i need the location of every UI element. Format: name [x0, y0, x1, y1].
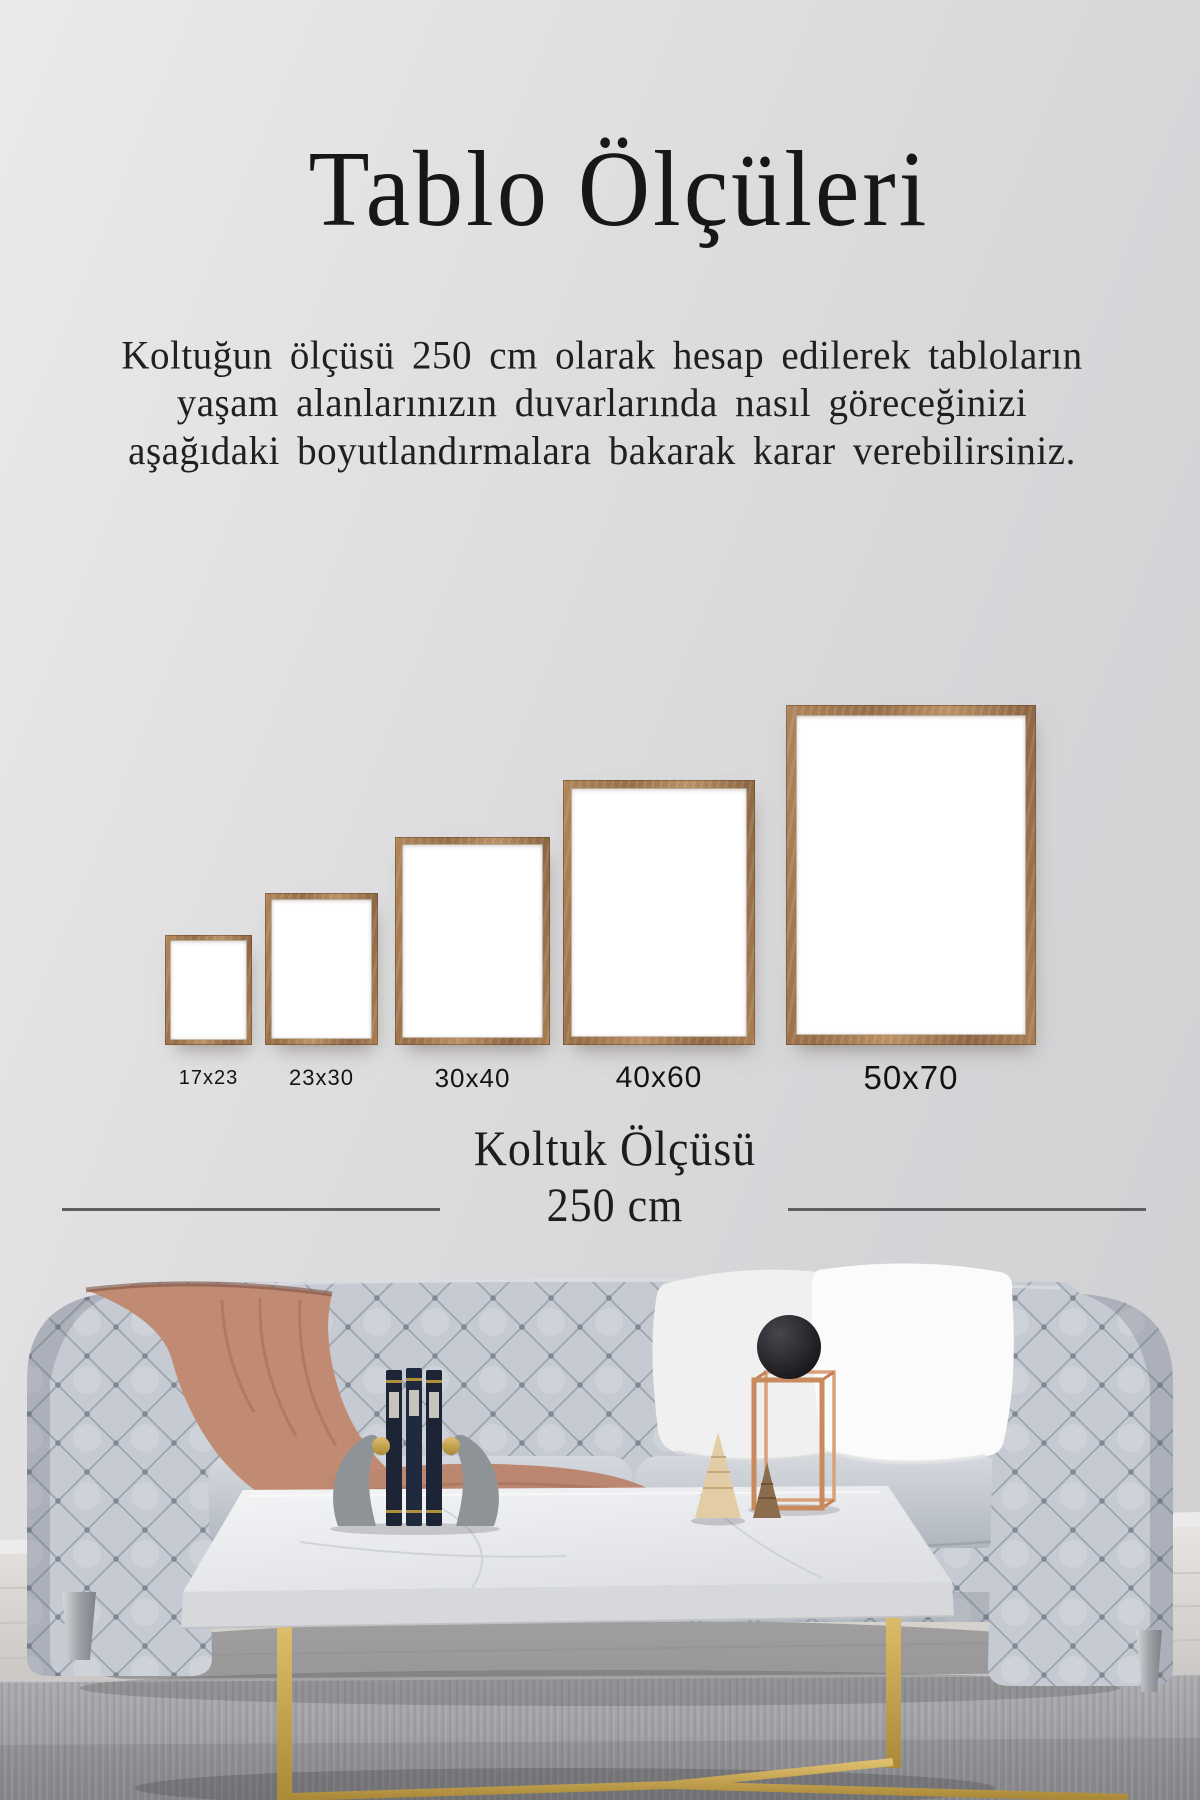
frame-label-23x30: 23x30	[289, 1065, 354, 1090]
intro-line: aşağıdaki boyutlandırmalara bakarak karar verebilirsiniz.	[128, 428, 1076, 474]
frame-40x60	[563, 780, 755, 1045]
frame-30x40-mat	[402, 844, 543, 1038]
intro-paragraph	[40, 332, 1164, 476]
frame-23x30	[265, 893, 378, 1045]
frame-40x60-mat	[571, 788, 747, 1037]
frame-label-30x40: 30x40	[434, 1063, 511, 1093]
sofa-measure-value: 250 cm	[546, 1178, 684, 1232]
frame-30x40	[395, 837, 550, 1045]
divider-line-right	[788, 1208, 1146, 1211]
frame-50x70	[786, 705, 1036, 1045]
sofa-photo	[0, 1240, 1200, 1800]
table-leg-left	[277, 1626, 292, 1800]
frame-label-17x23: 17x23	[178, 1067, 239, 1089]
divider-line-left	[62, 1208, 440, 1211]
page-title: Tablo Ölçüleri	[308, 128, 930, 249]
marble-top	[183, 1486, 952, 1592]
pillow-right	[812, 1263, 1014, 1462]
frame-label-50x70: 50x70	[863, 1059, 959, 1096]
frame-23x30-mat	[271, 899, 372, 1039]
intro-line: Koltuğun ölçüsü 250 cm olarak hesap edilerek tabloların	[121, 333, 1083, 378]
black-sphere	[757, 1315, 821, 1379]
frame-label-40x60: 40x60	[615, 1061, 703, 1094]
frame-17x23	[165, 935, 252, 1045]
frame-50x70-mat	[796, 715, 1026, 1035]
sofa-measure-heading: Koltuk Ölçüsü	[473, 1120, 757, 1176]
intro-line: yaşam alanlarınızın duvarlarında nasıl göreceğinizi	[176, 380, 1028, 426]
table-leg-right	[886, 1612, 901, 1768]
frame-17x23-mat	[170, 940, 247, 1040]
